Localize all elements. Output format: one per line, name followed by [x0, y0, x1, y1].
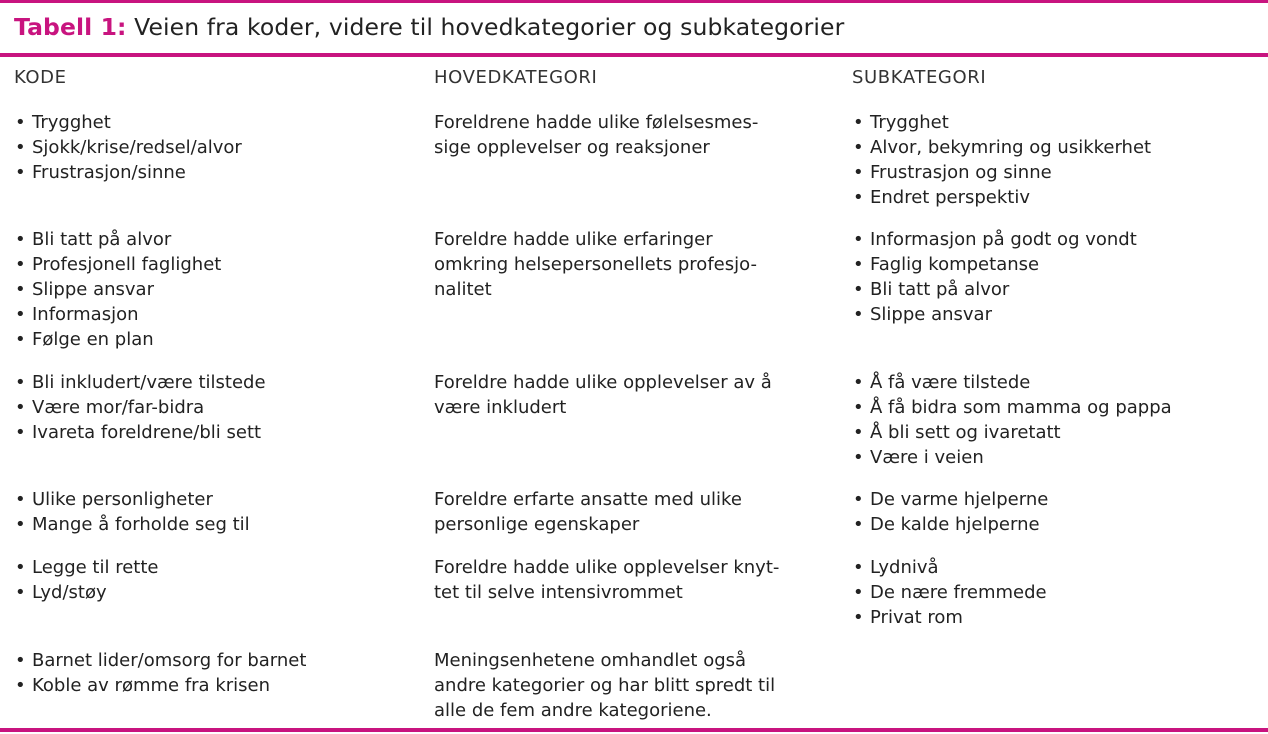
list-item: • Informasjon	[14, 302, 221, 327]
list-item: • Ivareta foreldrene/bli sett	[14, 420, 266, 445]
list-item: • Trygghet	[852, 110, 1151, 135]
column-header-hovedkategori: HOVEDKATEGORI	[434, 67, 598, 88]
text-line: sige opplevelser og reaksjoner	[434, 137, 710, 158]
list-item: • Trygghet	[14, 110, 242, 135]
text-line: Foreldre hadde ulike opplevelser av å	[434, 372, 772, 393]
list-item: • De nære fremmede	[852, 580, 1047, 605]
row-2-hovedkategori	[434, 227, 757, 302]
list-item: • Slippe ansvar	[14, 277, 221, 302]
list-item: • De varme hjelperne	[852, 487, 1048, 512]
text-line: Foreldrene hadde ulike følelsesmes-	[434, 112, 759, 133]
table-label: Tabell 1:	[14, 13, 127, 41]
list-item: • Være i veien	[852, 445, 1172, 470]
list-item: • Å få være tilstede	[852, 370, 1172, 395]
text-line: Foreldre hadde ulike opplevelser knyt-	[434, 557, 780, 578]
list-item: • Å få bidra som mamma og pappa	[852, 395, 1172, 420]
row-4-hovedkategori	[434, 487, 742, 537]
row-6-kode	[14, 648, 306, 698]
list-item: • Frustrasjon og sinne	[852, 160, 1151, 185]
text-line: nalitet	[434, 279, 492, 300]
list-item: • Å bli sett og ivaretatt	[852, 420, 1172, 445]
list-item: • Informasjon på godt og vondt	[852, 227, 1137, 252]
text-line: personlige egenskaper	[434, 514, 640, 535]
list-item: • De kalde hjelperne	[852, 512, 1048, 537]
row-1-kode	[14, 110, 242, 185]
list-item: • Legge til rette	[14, 555, 158, 580]
list-item: • Privat rom	[852, 605, 1047, 630]
list-item: • Mange å forholde seg til	[14, 512, 250, 537]
list-item: • Være mor/far-bidra	[14, 395, 266, 420]
text-line: alle de fem andre kategoriene.	[434, 700, 712, 721]
list-item: • Bli tatt på alvor	[14, 227, 221, 252]
bottom-rule	[0, 728, 1268, 732]
list-item: • Lyd/støy	[14, 580, 158, 605]
row-6-hovedkategori	[434, 648, 775, 723]
list-item: • Ulike personligheter	[14, 487, 250, 512]
row-1-subkategori	[852, 110, 1151, 210]
list-item: • Faglig kompetanse	[852, 252, 1137, 277]
list-item: • Profesjonell faglighet	[14, 252, 221, 277]
table-caption: Veien fra koder, videre til hovedkategorier og subkategorier	[126, 13, 845, 41]
row-3-hovedkategori	[434, 370, 772, 420]
row-3-kode	[14, 370, 266, 445]
row-2-subkategori	[852, 227, 1137, 327]
row-1-hovedkategori	[434, 110, 758, 160]
row-4-subkategori	[852, 487, 1048, 537]
row-3-subkategori	[852, 370, 1172, 470]
row-5-subkategori	[852, 555, 1047, 630]
table-title	[14, 12, 844, 42]
list-item: • Barnet lider/omsorg for barnet	[14, 648, 306, 673]
row-4-kode	[14, 487, 250, 537]
text-line: være inkludert	[434, 397, 567, 418]
list-item: • Frustrasjon/sinne	[14, 160, 242, 185]
list-item: • Følge en plan	[14, 327, 221, 352]
text-line: Meningsenhetene omhandlet også	[434, 650, 747, 671]
list-item: • Bli inkludert/være tilstede	[14, 370, 266, 395]
list-item: • Bli tatt på alvor	[852, 277, 1137, 302]
column-header-subkategori: SUBKATEGORI	[852, 67, 987, 88]
header-rule	[0, 53, 1268, 57]
text-line: Foreldre hadde ulike erfaringer	[434, 229, 713, 250]
row-2-kode	[14, 227, 221, 352]
top-rule	[0, 0, 1268, 3]
list-item: • Koble av rømme fra krisen	[14, 673, 306, 698]
text-line: andre kategorier og har blitt spredt til	[434, 675, 776, 696]
list-item: • Endret perspektiv	[852, 185, 1151, 210]
text-line: omkring helsepersonellets profesjo-	[434, 254, 757, 275]
list-item: • Alvor, bekymring og usikkerhet	[852, 135, 1151, 160]
column-header-kode: KODE	[14, 67, 67, 88]
row-5-hovedkategori	[434, 555, 779, 605]
row-5-kode	[14, 555, 158, 605]
list-item: • Lydnivå	[852, 555, 1047, 580]
list-item: • Slippe ansvar	[852, 302, 1137, 327]
text-line: tet til selve intensivrommet	[434, 582, 683, 603]
text-line: Foreldre erfarte ansatte med ulike	[434, 489, 742, 510]
list-item: • Sjokk/krise/redsel/alvor	[14, 135, 242, 160]
